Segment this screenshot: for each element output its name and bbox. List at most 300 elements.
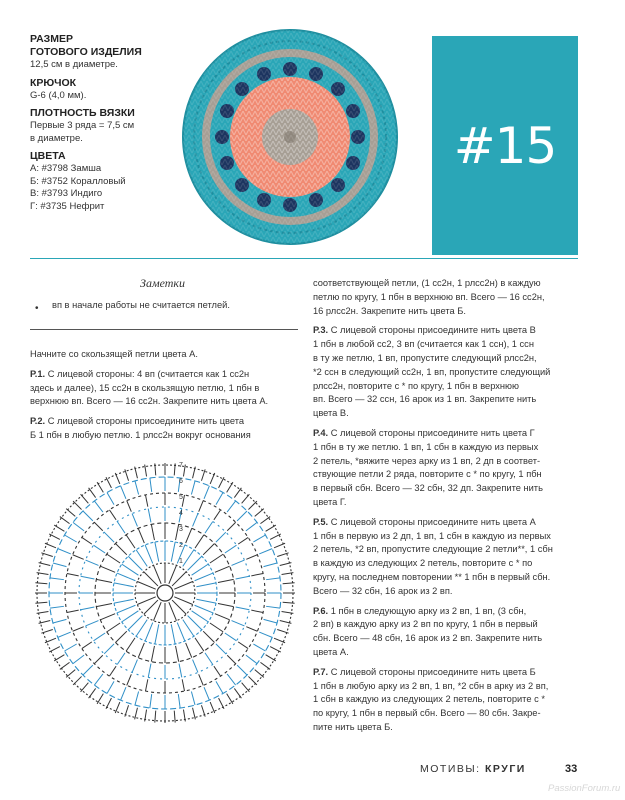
stitch-mark xyxy=(171,542,175,562)
stitch-mark xyxy=(253,644,265,651)
stitch-mark xyxy=(155,624,159,644)
stitch-mark xyxy=(155,542,159,562)
gauge-value: Первые 3 ряда = 7,5 см xyxy=(30,120,135,131)
stitch-mark xyxy=(127,674,132,685)
stitch-mark xyxy=(234,688,241,698)
stitch-mark xyxy=(264,563,278,567)
stitch-mark xyxy=(82,642,92,649)
stitch-mark xyxy=(96,604,112,607)
stitch-mark xyxy=(97,482,103,492)
stitch-mark xyxy=(117,521,125,533)
stitch-mark xyxy=(114,599,134,603)
stitch-mark xyxy=(210,554,223,563)
stitch-mark xyxy=(73,555,84,560)
row-5-line: кругу, на последнем повторении ** 1 пбн в первый сбн. xyxy=(313,571,551,582)
stitch-mark xyxy=(93,633,105,641)
stitch-mark xyxy=(232,560,245,565)
stitch-mark xyxy=(58,632,71,637)
size-label: РАЗМЕР xyxy=(30,33,73,45)
row-number-label: 2 xyxy=(179,542,183,549)
stitch-mark xyxy=(218,604,234,607)
footer-section-b: КРУГИ xyxy=(485,763,526,775)
stitch-mark xyxy=(67,610,79,612)
stitch-mark xyxy=(54,525,64,531)
stitch-mark xyxy=(266,606,280,608)
row-2-line: Б 1 пбн в любую петлю. 1 рлсс2н вокруг основания xyxy=(30,429,251,440)
stitch-mark xyxy=(49,647,60,652)
stitch-mark xyxy=(204,687,209,700)
stitch-mark xyxy=(177,623,185,641)
stitch-mark xyxy=(186,528,192,543)
stitch-mark xyxy=(37,611,49,613)
stitch-mark xyxy=(227,482,233,492)
row-7-line: 1 сбн в каждую из следующих 2 петель, повторите с * xyxy=(313,694,545,705)
stitch-mark xyxy=(192,611,209,622)
stitch-mark xyxy=(227,522,235,530)
stitch-mark xyxy=(210,623,223,632)
stitch-mark xyxy=(138,643,144,658)
stitch-mark xyxy=(125,705,129,716)
watermark: PassionForum.ru xyxy=(548,783,621,794)
stitch-mark xyxy=(58,549,71,554)
row-3-line: 1 пбн в любой сс2, 3 вп (считается как 1 ссн), 1 ссн xyxy=(313,339,534,350)
row-3-line: С лицевой стороны присоедините нить цвета В xyxy=(330,325,536,336)
stitch-mark xyxy=(255,670,264,678)
hook-label: КРЮЧОК xyxy=(30,76,77,89)
stitch-mark xyxy=(115,473,120,484)
stitch-mark xyxy=(128,616,142,630)
row-7-line: пите нить цвета Б. xyxy=(313,721,393,732)
stitch-mark xyxy=(174,711,175,723)
stitch-mark xyxy=(210,473,215,484)
stitch-mark xyxy=(225,545,237,553)
stitch-mark xyxy=(264,619,278,623)
row-1-line: С лицевой стороны: 4 вп (считается как 1 сс2н xyxy=(47,368,250,379)
row-4-line: С лицевой стороны присоедините нить цвета Г xyxy=(330,427,535,438)
stitch-mark xyxy=(195,638,204,651)
stitch-mark xyxy=(145,495,147,507)
row-4-line: цвета Г. xyxy=(313,496,347,507)
cont-line: 16 рлсс2н. Закрепите нить цвета Б. xyxy=(313,305,466,316)
stitch-mark xyxy=(73,522,84,531)
gauge-value-2: в диаметре. xyxy=(30,132,83,144)
stitch-mark xyxy=(93,545,105,553)
stitch-mark xyxy=(117,653,125,665)
stitch-mark xyxy=(107,623,120,632)
stitch-mark xyxy=(73,655,84,664)
stitch-mark xyxy=(50,578,64,580)
stitch-mark xyxy=(236,576,250,579)
stitch-mark xyxy=(132,514,137,527)
cont-line: соответствующей петли, (1 сс2н, 1 рлсс2н) в каждую xyxy=(313,278,541,288)
stitch-mark xyxy=(251,610,263,612)
stitch-mark xyxy=(179,664,182,678)
stitch-mark xyxy=(60,662,70,669)
magic-ring xyxy=(157,585,173,601)
stitch-mark xyxy=(227,655,235,663)
stitch-mark xyxy=(89,688,96,698)
stitch-mark xyxy=(65,644,77,651)
stitch-mark xyxy=(109,510,116,520)
stitch-mark xyxy=(137,597,155,605)
crochet-diagram xyxy=(30,458,300,728)
stitch-mark xyxy=(172,572,186,586)
row-5-line: 2 петель, *2 вп, пропустите следующие 2 петли**, 1 сбн xyxy=(313,544,553,555)
stitch-mark xyxy=(246,655,257,664)
stitch-mark xyxy=(126,535,135,548)
stitch-mark xyxy=(53,563,67,567)
color-b: Б: #3752 Коралловый xyxy=(30,175,126,187)
stitch-mark xyxy=(81,607,95,610)
notes-line xyxy=(30,329,298,330)
stitch-mark xyxy=(255,509,264,517)
stitch-mark xyxy=(266,525,276,531)
stitch-mark xyxy=(238,642,248,649)
stitch-mark xyxy=(274,543,285,548)
stitch-mark xyxy=(227,694,233,704)
stitch-mark xyxy=(106,698,111,709)
stitch-mark xyxy=(280,563,292,566)
stitch-mark xyxy=(154,602,162,620)
stitch-mark xyxy=(132,660,137,673)
stitch-mark xyxy=(246,555,257,560)
stitch-mark xyxy=(104,532,114,542)
stitch-mark xyxy=(54,655,64,661)
specs-block xyxy=(30,33,185,213)
stitch-mark xyxy=(215,566,230,572)
stitch-mark xyxy=(73,676,81,684)
stitch-mark xyxy=(259,632,272,637)
row-4-text xyxy=(313,427,591,510)
stitch-mark xyxy=(145,679,147,691)
stitch-mark xyxy=(104,644,114,654)
row-number-label: 1 xyxy=(179,558,183,565)
row-2-continued xyxy=(313,277,591,318)
stitch-mark xyxy=(192,564,209,575)
pattern-number: #15 xyxy=(453,116,557,175)
stitch-mark xyxy=(225,633,237,641)
stitch-mark xyxy=(116,631,127,642)
stitch-mark xyxy=(191,692,195,706)
stitch-mark xyxy=(73,627,84,632)
row-7-line: 1 пбн в любую арку из 2 вп, 1 вп, *2 сбн в арку из 2 вп, xyxy=(313,680,549,691)
stitch-mark xyxy=(53,619,67,623)
stitch-mark xyxy=(154,565,162,583)
stitch-mark xyxy=(199,674,204,685)
stitch-mark xyxy=(151,524,154,540)
stitch-mark xyxy=(203,544,214,555)
size-label-2: ГОТОВОГО ИЗДЕЛИЯ xyxy=(30,46,142,58)
stitch-mark xyxy=(136,620,147,637)
motif-photo xyxy=(180,27,400,247)
stitch-mark xyxy=(107,681,114,693)
stitch-mark xyxy=(219,477,224,488)
stitch-mark xyxy=(260,517,270,524)
row-4-line: 2 петель, *вяжите через арку из 1 вп, 2 дп в соответ- xyxy=(313,455,541,466)
notes-bullet-dot: • xyxy=(35,303,39,314)
stitch-mark xyxy=(86,621,99,626)
row-1-label: Р.1. xyxy=(30,368,46,379)
stitch-mark xyxy=(253,535,265,542)
stitch-mark xyxy=(214,510,221,520)
notes-title: Заметки xyxy=(140,276,186,290)
stitch-mark xyxy=(248,501,256,509)
page-number: 33 xyxy=(565,763,578,775)
stitch-mark xyxy=(49,534,60,539)
stitch-mark xyxy=(227,674,236,685)
row-3-line: *2 ссн в следующий сс2н, 1 вп, пропустите следующий xyxy=(313,366,551,377)
stitch-mark xyxy=(45,543,56,548)
row-6-line: 2 вп) в каждую арку из 2 вп по кругу, 1 пбн в первый xyxy=(313,619,538,630)
stitch-mark xyxy=(195,573,213,581)
stitch-mark xyxy=(107,554,120,563)
stitch-mark xyxy=(94,501,103,512)
row-6-text xyxy=(313,605,591,660)
row-7-line: по кругу, 1 пбн в первый сбн. Всего — 80 сбн. Закре- xyxy=(313,708,541,719)
stitch-mark xyxy=(135,481,139,495)
stitch-mark xyxy=(195,605,213,613)
row-2-line: С лицевой стороны присоедините нить цвета xyxy=(47,416,245,427)
stitch-mark xyxy=(94,522,102,530)
stitch-mark xyxy=(248,676,256,684)
stitch-mark xyxy=(203,631,214,642)
size-value: 12,5 см в диаметре. xyxy=(30,59,118,70)
row-6-line: 1 пбн в следующую арку из 2 вп, 1 вп, (3 сбн, xyxy=(330,605,527,616)
stitch-mark xyxy=(86,560,99,565)
row-number-label: 5 xyxy=(179,494,183,501)
stitch-mark xyxy=(182,679,184,691)
stitch-mark xyxy=(135,692,139,706)
stitch-mark xyxy=(67,573,79,575)
stitch-mark xyxy=(136,550,147,567)
stitch-mark xyxy=(215,614,230,620)
stitch-mark xyxy=(148,509,151,523)
stitch-mark xyxy=(270,534,281,539)
stitch-mark xyxy=(109,666,116,676)
stitch-mark xyxy=(186,643,192,658)
stitch-mark xyxy=(73,501,81,509)
stitch-mark xyxy=(266,655,276,661)
row-4-line: 1 пбн в ту же петлю. 1 вп, 1 сбн в каждую из первых xyxy=(313,441,539,452)
stitch-mark xyxy=(216,681,223,693)
stitch-mark xyxy=(251,573,263,575)
row-3-line: цвета В. xyxy=(313,408,349,419)
stitch-mark xyxy=(238,537,248,544)
row-number-label: 3 xyxy=(179,526,183,533)
row-5-label: Р.5. xyxy=(313,516,329,527)
stitch-mark xyxy=(171,624,175,644)
row-3-line: рлсс2н, повторите с * по кругу, 1 пбн в верхнюю xyxy=(313,380,520,391)
row-number-label: 6 xyxy=(179,478,183,485)
stitch-mark xyxy=(82,537,92,544)
stitch-mark xyxy=(191,481,195,495)
row-4-line: в первый сбн. Всего — 32 сбн, 32 дп. Закрепите нить xyxy=(313,483,543,494)
row-3-text xyxy=(313,324,591,421)
stitch-mark xyxy=(150,478,152,492)
stitch-mark xyxy=(183,550,194,567)
row-1-line: здесь и далее), 15 сс2н в скользящую петлю, 1 пбн в xyxy=(30,382,260,393)
stitch-mark xyxy=(144,600,158,614)
row-3-line: вп. Всего — 32 ссн, 16 арок из 1 вп. Закрепите нить xyxy=(313,394,537,405)
footer-section xyxy=(420,763,526,775)
stitch-mark xyxy=(121,486,126,499)
row-5-line: в каждую из следующих 2 петель, повторите с * по xyxy=(313,558,533,569)
stitch-mark xyxy=(277,629,288,633)
stitch-mark xyxy=(227,501,236,512)
stitch-mark xyxy=(242,683,250,692)
stitch-mark xyxy=(83,665,93,675)
stitch-mark xyxy=(39,563,51,566)
row-1-text xyxy=(30,368,305,409)
stitch-mark xyxy=(260,662,270,669)
stitch-mark xyxy=(81,576,95,579)
row-5-line: С лицевой стороны присоедините нить цвета А xyxy=(330,516,536,527)
stitch-mark xyxy=(193,660,198,673)
stitch-mark xyxy=(246,627,257,632)
stitch-mark xyxy=(232,621,245,626)
stitch-mark xyxy=(50,606,64,608)
stitch-mark xyxy=(100,566,115,572)
stitch-mark xyxy=(97,694,103,704)
row-5-line: 1 пбн в первую из 2 дп, 1 вп, 1 сбн в каждую из первых xyxy=(313,530,551,541)
stitch-mark xyxy=(106,477,111,488)
row-3-line: в ту же петлю, 1 вп, пропустите следующий рлсс2н, xyxy=(313,352,537,363)
stitch-mark xyxy=(35,583,47,584)
stitch-mark xyxy=(144,572,158,586)
cont-line: петлю по кругу, 1 пбн в верхнюю вп. Всего — 16 сс2н, xyxy=(313,291,545,302)
stitch-mark xyxy=(81,494,89,503)
stitch-mark xyxy=(259,549,272,554)
stitch-mark xyxy=(137,582,155,590)
stitch-mark xyxy=(83,511,93,521)
stitch-mark xyxy=(172,600,186,614)
stitch-mark xyxy=(196,599,216,603)
stitch-mark xyxy=(100,614,115,620)
stitch-mark xyxy=(41,629,52,633)
stitch-mark xyxy=(94,674,103,685)
row-2-text xyxy=(30,415,305,443)
stitch-mark xyxy=(114,583,134,587)
intro-text: Начните со скользящей петли цвета А. xyxy=(30,349,198,359)
stitch-mark xyxy=(204,486,209,499)
row-6-line: сбн. Всего — 48 сбн, 16 арок из 2 вп. Закрепите нить xyxy=(313,633,543,644)
row-3-label: Р.3. xyxy=(313,325,329,336)
stitch-mark xyxy=(216,493,223,505)
color-a: А: #3798 Замша xyxy=(30,163,102,174)
row-1-line: верхнюю вп. Всего — 16 сс2н. Закрепите нить цвета А. xyxy=(30,396,269,407)
stitch-mark xyxy=(66,670,75,678)
row-6-label: Р.6. xyxy=(313,605,329,616)
stitch-mark xyxy=(89,488,96,498)
stitch-mark xyxy=(176,646,179,662)
notes-bullet-text: вп в начале работы не считается петлей. xyxy=(52,300,230,310)
stitch-mark xyxy=(107,493,114,505)
stitch-mark xyxy=(193,514,198,527)
stitch-mark xyxy=(65,535,77,542)
hook-value: G-6 (4,0 мм). xyxy=(30,89,87,101)
stitch-mark xyxy=(236,607,250,610)
stitch-mark xyxy=(127,501,132,512)
stitch-mark xyxy=(218,579,234,582)
row-7-line: С лицевой стороны присоедините нить цвета Б xyxy=(330,666,536,677)
stitch-mark xyxy=(117,605,135,613)
stitch-mark xyxy=(246,522,257,531)
stitch-mark xyxy=(183,620,194,637)
stitch-mark xyxy=(196,583,216,587)
stitch-mark xyxy=(96,579,112,582)
stitch-mark xyxy=(205,521,213,533)
stitch-mark xyxy=(283,583,295,584)
stitch-mark xyxy=(282,611,294,613)
stitch-mark xyxy=(237,511,247,521)
stitch-mark xyxy=(81,683,89,692)
stitch-mark xyxy=(148,664,151,678)
stitch-mark xyxy=(94,655,102,663)
row-7-text xyxy=(313,666,591,735)
stitch-mark xyxy=(138,528,144,543)
stitch-mark xyxy=(174,597,192,605)
stitch-mark xyxy=(234,488,241,498)
row-6-line: цвета А. xyxy=(313,646,349,657)
row-4-line: ствующие петли 2 ряда, повторите с * по кругу, 1 пбн xyxy=(313,469,542,480)
stitch-mark xyxy=(121,687,126,700)
stitch-mark xyxy=(66,509,75,517)
stitch-mark xyxy=(122,611,139,622)
stitch-mark xyxy=(174,582,192,590)
stitch-mark xyxy=(116,544,127,555)
stitch-mark xyxy=(155,711,156,723)
stitch-mark xyxy=(188,616,202,630)
pattern-number-badge xyxy=(432,36,578,255)
stitch-mark xyxy=(214,666,221,676)
stitch-mark xyxy=(125,469,129,480)
color-c: В: #3793 Индиго xyxy=(30,188,103,199)
stitch-mark xyxy=(169,602,177,620)
stitch-mark xyxy=(266,578,280,580)
row-2-label: Р.2. xyxy=(30,416,46,427)
stitch-mark xyxy=(270,647,281,652)
color-d: Г: #3735 Нефрит xyxy=(30,200,105,212)
stitch-mark xyxy=(195,535,204,548)
gauge-label: ПЛОТНОСТЬ ВЯЗКИ xyxy=(30,107,135,119)
stitch-mark xyxy=(126,638,135,651)
footer-section-a: МОТИВЫ: xyxy=(420,763,481,775)
stitch-mark xyxy=(188,556,202,570)
row-7-label: Р.7. xyxy=(313,666,329,677)
stitch-mark xyxy=(242,494,250,503)
stitch-mark xyxy=(151,646,154,662)
row-4-label: Р.4. xyxy=(313,427,329,438)
stitch-mark xyxy=(178,694,180,708)
stitch-mark xyxy=(145,545,153,563)
stitch-mark xyxy=(150,694,152,708)
stitch-mark xyxy=(199,501,204,512)
right-column xyxy=(313,277,591,741)
stitch-mark xyxy=(128,556,142,570)
colors-label: ЦВЕТА xyxy=(30,150,66,162)
stitch-mark xyxy=(237,665,247,675)
stitch-mark xyxy=(216,532,226,542)
header-divider xyxy=(30,258,578,259)
stitch-mark xyxy=(122,564,139,575)
stitch-mark xyxy=(117,573,135,581)
stitch-mark xyxy=(145,623,153,641)
row-5-line: Всего — 32 сбн, 16 арок из 2 вп. xyxy=(313,585,453,596)
left-column xyxy=(30,348,305,449)
stitch-mark xyxy=(205,653,213,665)
stitch-mark xyxy=(216,644,226,654)
stitch-mark xyxy=(60,517,70,524)
